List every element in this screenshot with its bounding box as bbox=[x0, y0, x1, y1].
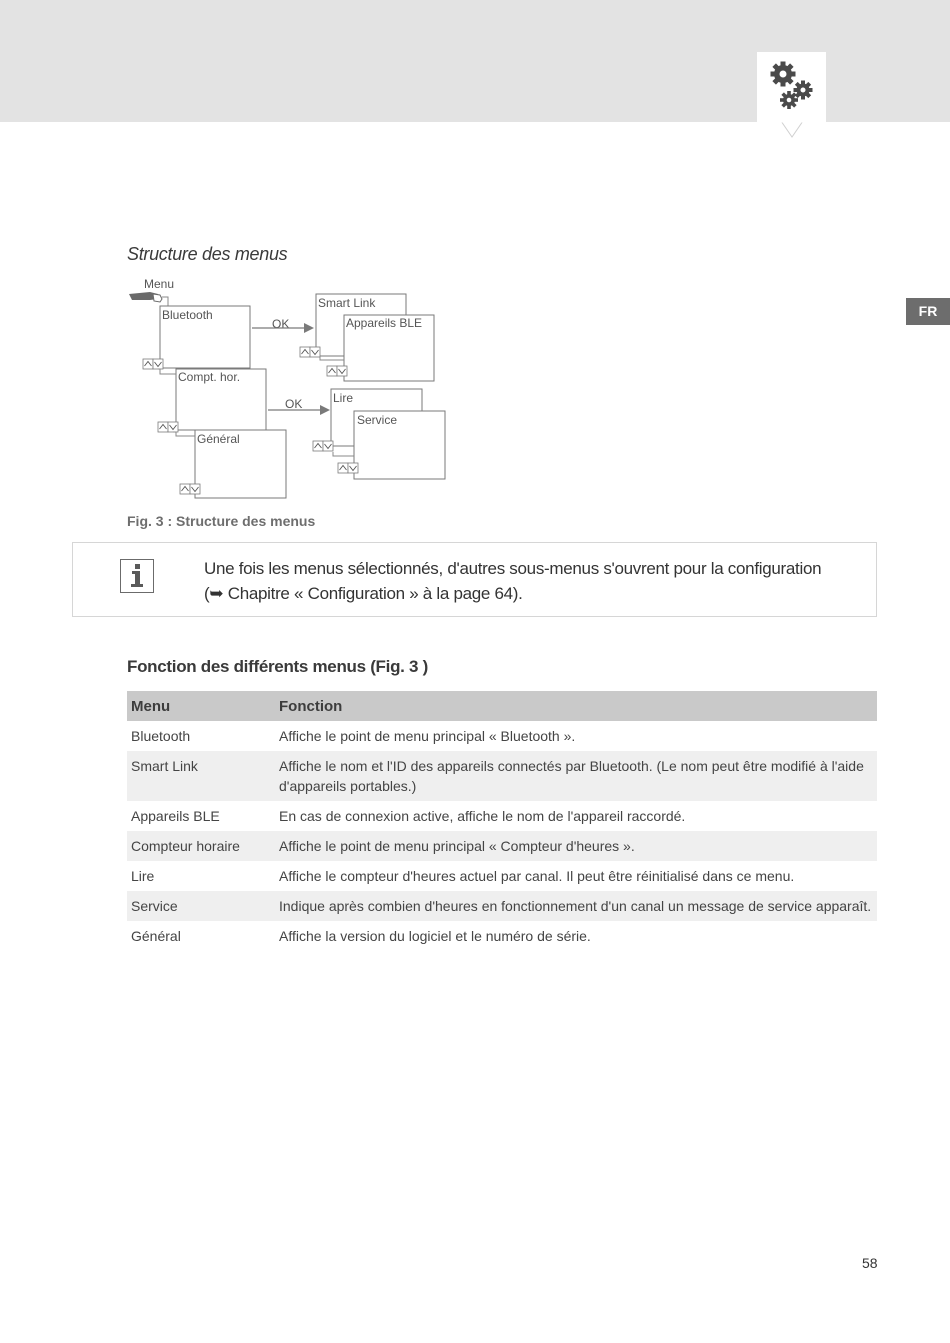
cell-menu: Lire bbox=[131, 868, 155, 884]
cell-fonction: Affiche la version du logiciel et le numéro de série. bbox=[279, 928, 591, 944]
header-menu: Menu bbox=[127, 691, 275, 721]
box-lire: Lire bbox=[333, 391, 354, 405]
cell-fonction: Affiche le compteur d'heures actuel par canal. Il peut être réinitialisé dans ce menu. bbox=[279, 868, 795, 884]
note-line-2[interactable]: (➥ Chapitre « Configuration » à la page 64). bbox=[204, 584, 523, 603]
table-row bbox=[127, 891, 877, 921]
figure-caption: Fig. 3 : Structure des menus bbox=[127, 513, 316, 529]
page-number: 58 bbox=[862, 1255, 878, 1271]
cell-fonction: Affiche le nom et l'ID des appareils connectés par Bluetooth. (Le nom peut être modifié à l'aide d'appareils portables.) bbox=[275, 751, 877, 801]
language-tab[interactable]: FR bbox=[906, 298, 950, 325]
table-row bbox=[127, 861, 877, 891]
box-bluetooth: Bluetooth bbox=[162, 308, 213, 322]
hand-pointer-icon bbox=[129, 292, 162, 302]
box-service: Service bbox=[357, 413, 398, 427]
cell-menu: Smart Link bbox=[127, 751, 275, 801]
gears-icon bbox=[757, 52, 826, 122]
cell-fonction: Indique après combien d'heures en fonctionnement d'un canal un message de service apparaît. bbox=[275, 891, 877, 921]
cell-menu: Bluetooth bbox=[131, 728, 191, 744]
table-title: Fonction des différents menus (Fig. 3 ) bbox=[127, 657, 428, 676]
table-row bbox=[127, 751, 877, 801]
cell-menu: Compteur horaire bbox=[127, 831, 275, 861]
section-title: Structure des menus bbox=[127, 244, 288, 264]
cell-menu: Service bbox=[127, 891, 275, 921]
cell-fonction: Affiche le point de menu principal « Bluetooth ». bbox=[279, 728, 576, 744]
table-row bbox=[127, 831, 877, 861]
box-compt: Compt. hor. bbox=[178, 370, 241, 384]
ok-label-2: OK bbox=[285, 397, 303, 411]
cell-menu: Général bbox=[131, 928, 181, 944]
header-fonction: Fonction bbox=[275, 691, 877, 721]
tab-pointer bbox=[781, 121, 803, 139]
box-smartlink: Smart Link bbox=[318, 296, 376, 310]
ok-label-1: OK bbox=[272, 317, 290, 331]
cell-fonction: En cas de connexion active, affiche le nom de l'appareil raccordé. bbox=[279, 808, 686, 824]
table-row bbox=[127, 921, 877, 951]
menu-label: Menu bbox=[144, 277, 175, 291]
menu-structure-diagram bbox=[120, 272, 460, 504]
box-general: Général bbox=[197, 432, 240, 446]
cell-fonction: Affiche le point de menu principal « Compteur d'heures ». bbox=[275, 831, 877, 861]
note-text bbox=[204, 556, 864, 606]
menu-function-table bbox=[127, 691, 877, 951]
table-row bbox=[127, 721, 877, 751]
note-line-1: Une fois les menus sélectionnés, d'autres sous-menus s'ouvrent pour la configuration bbox=[204, 559, 822, 578]
box-appareils: Appareils BLE bbox=[346, 316, 423, 330]
table-header-row bbox=[127, 691, 877, 721]
cell-menu: Appareils BLE bbox=[131, 808, 220, 824]
table-row bbox=[127, 801, 877, 831]
info-icon bbox=[120, 559, 154, 593]
